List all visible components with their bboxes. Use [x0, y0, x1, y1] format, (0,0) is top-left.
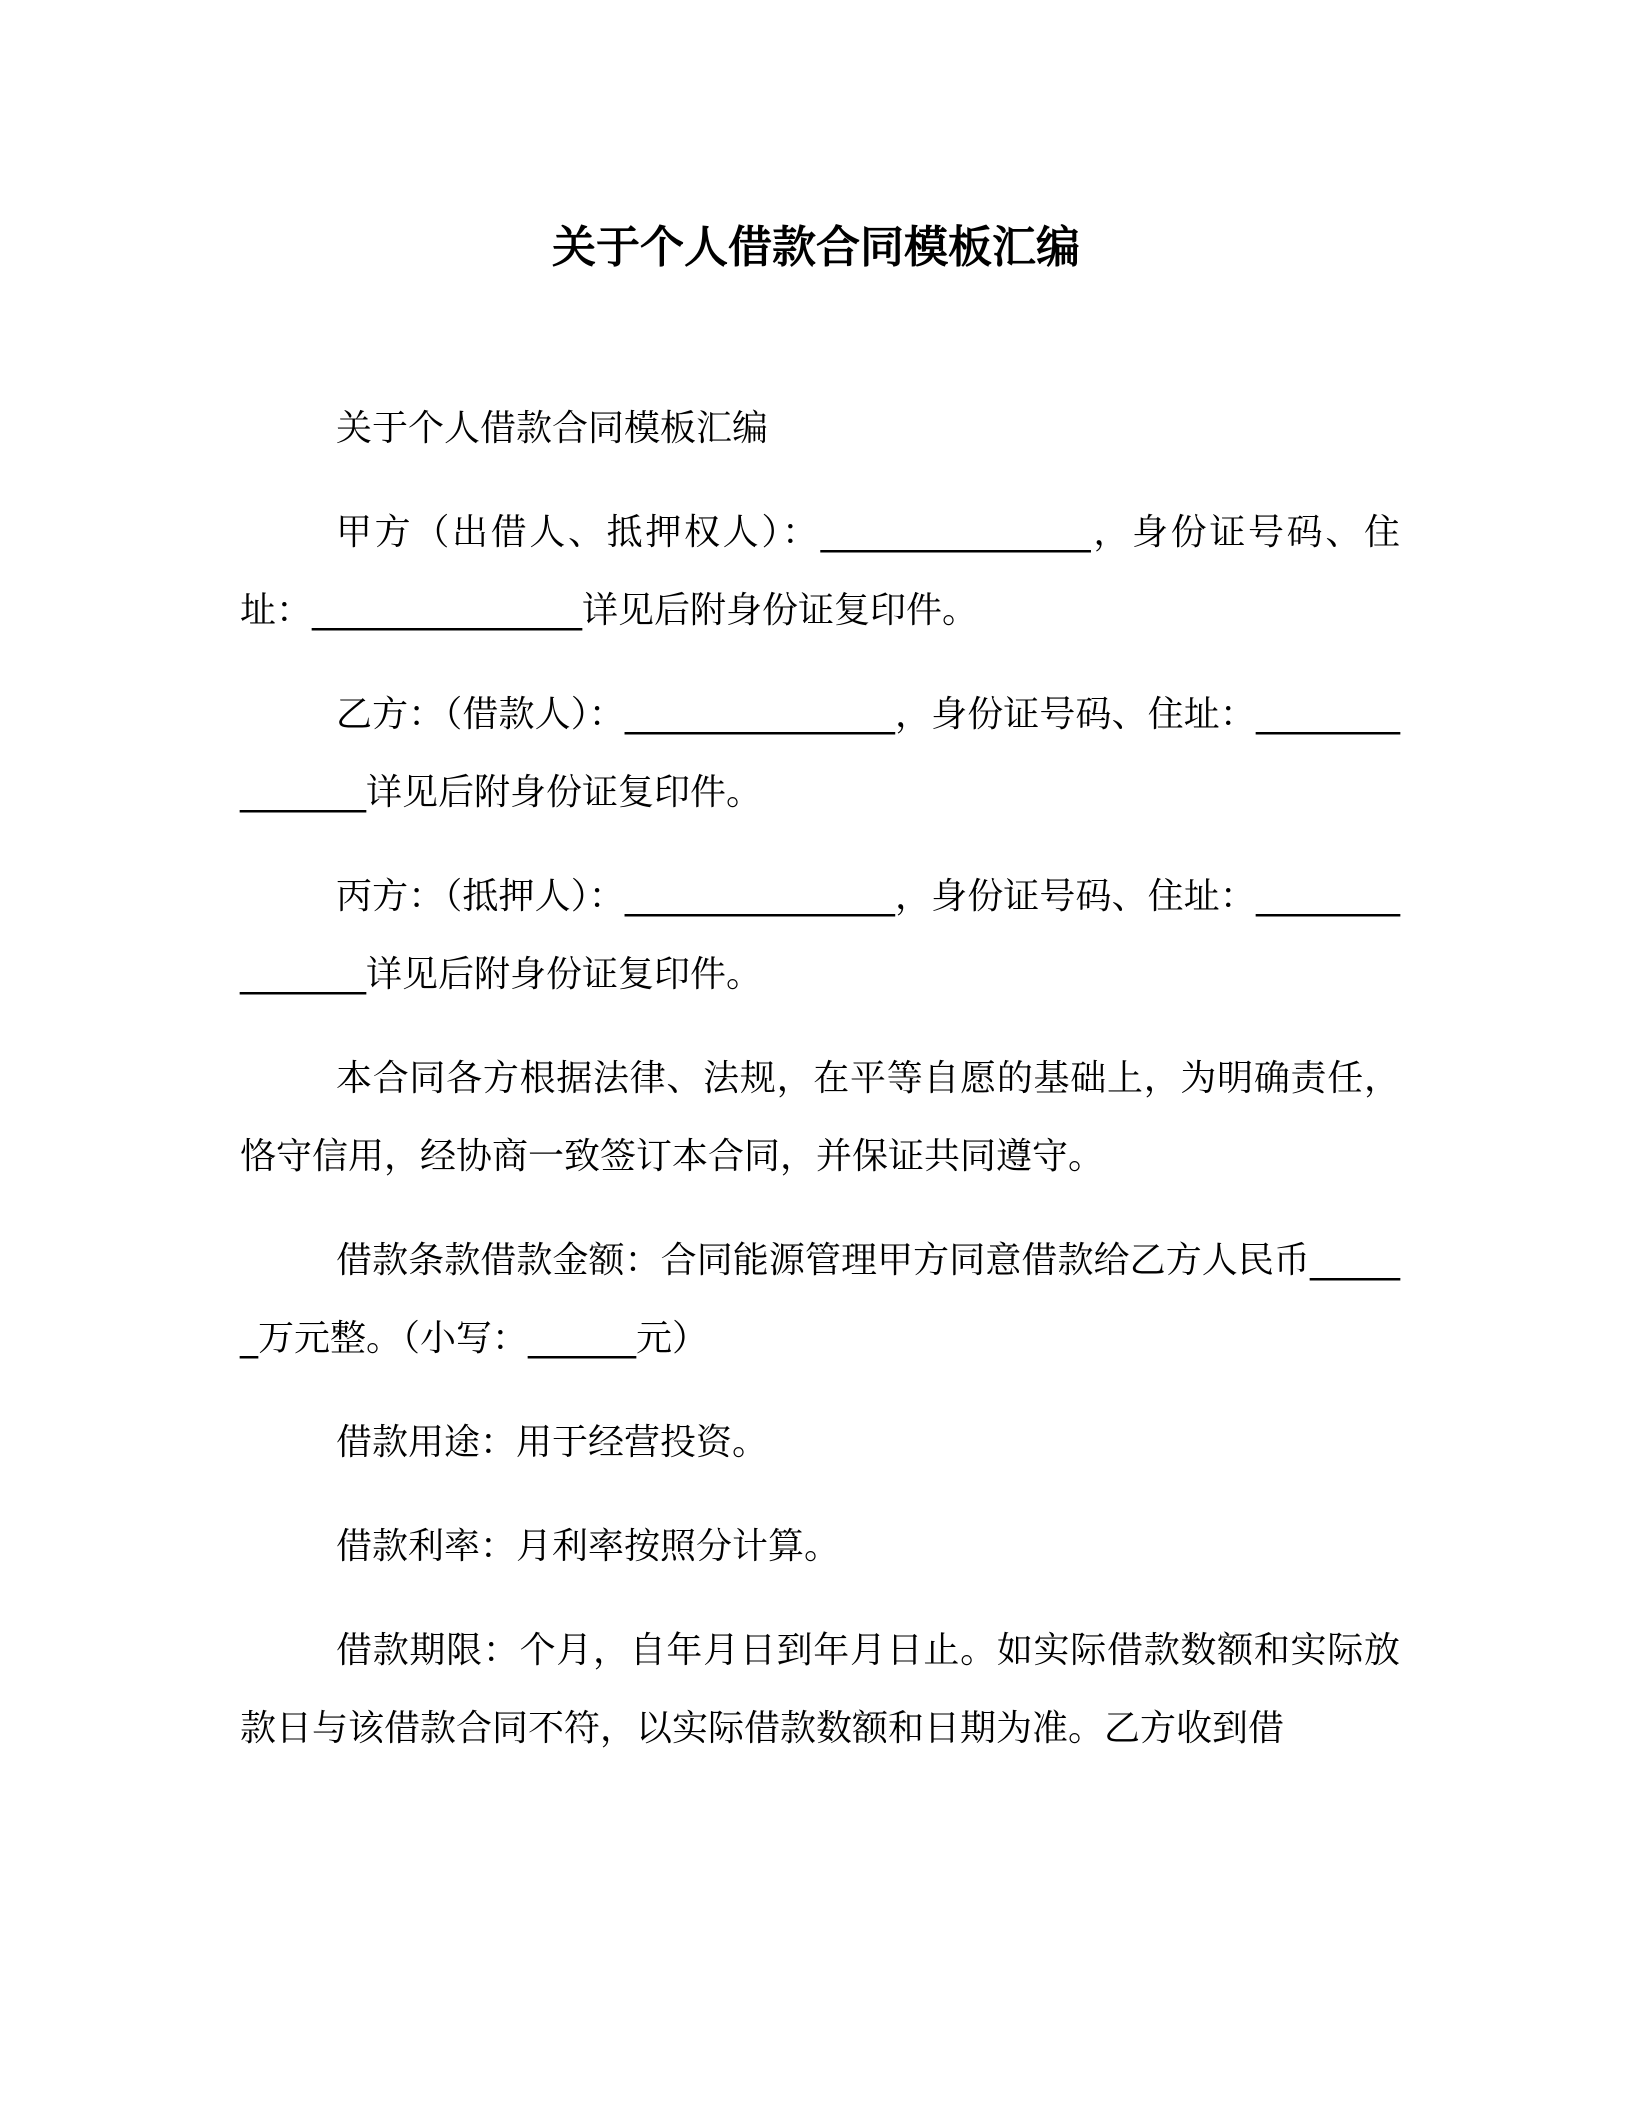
paragraph-preamble: 本合同各方根据法律、法规，在平等自愿的基础上，为明确责任，恪守信用，经协商一致签订本合同，并保证共同遵守。	[240, 1058, 1400, 1177]
paragraph-party-c: 丙方：（抵押人）：_______________，身份证号码、住址：_______________详见后附身份证复印件。	[240, 876, 1400, 995]
paragraph-loan-term: 借款期限：个月，自年月日到年月日止。如实际借款数额和实际放款日与该借款合同不符，以实际借款数额和日期为准。乙方收到借	[240, 1630, 1400, 1749]
document-body	[240, 390, 1400, 1794]
paragraph-subtitle: 关于个人借款合同模板汇编	[336, 408, 769, 449]
paragraph-loan-amount: 借款条款借款金额：合同能源管理甲方同意借款给乙方人民币______万元整。（小写：______元）	[240, 1240, 1400, 1359]
document-title: 关于个人借款合同模板汇编	[552, 222, 1080, 273]
paragraph-party-a: 甲方（出借人、抵押权人）：_______________，身份证号码、住址：_______________详见后附身份证复印件。	[240, 512, 1400, 631]
paragraph-loan-rate: 借款利率：月利率按照分计算。	[336, 1526, 841, 1567]
paragraph-loan-purpose: 借款用途：用于经营投资。	[336, 1422, 769, 1463]
paragraph-party-b: 乙方：（借款人）：_______________，身份证号码、住址：_______________详见后附身份证复印件。	[240, 694, 1400, 813]
